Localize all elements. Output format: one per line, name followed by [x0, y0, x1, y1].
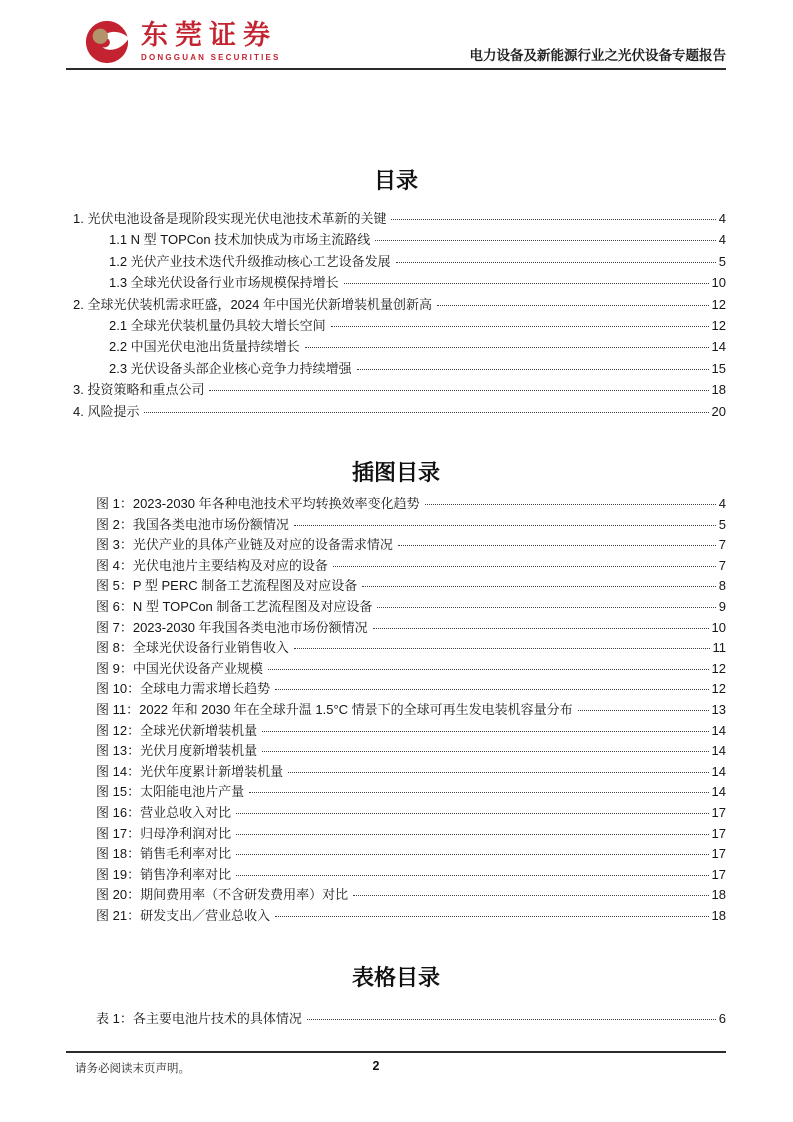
- figure-entry-page: 7: [718, 557, 726, 573]
- dot-leader: [262, 731, 708, 732]
- figure-entry-page: 18: [711, 887, 726, 903]
- figure-entry: [66, 803, 726, 824]
- figure-entry-label: 图 8：全球光伏设备行业销售收入: [96, 640, 289, 656]
- dot-leader: [362, 586, 716, 587]
- toc-entry-label: 2.3 光伏设备头部企业核心竞争力持续增强: [109, 360, 352, 376]
- dot-leader: [377, 607, 715, 608]
- table-entry-page: 6: [718, 1010, 726, 1026]
- dot-leader: [578, 710, 709, 711]
- toc-entry-label: 2.2 中国光伏电池出货量持续增长: [109, 339, 300, 355]
- figure-entry: [66, 638, 726, 659]
- figure-entry-page: 14: [711, 722, 726, 738]
- figure-entry-label: 图 1：2023-2030 年各种电池技术平均转换效率变化趋势: [96, 496, 420, 512]
- figure-entry: [66, 885, 726, 906]
- figure-entry-label: 图 3：光伏产业的具体产业链及对应的设备需求情况: [96, 537, 393, 553]
- toc-entry-label: 1.3 全球光伏设备行业市场规模保持增长: [109, 275, 339, 291]
- toc-entry-label: 2.1 全球光伏装机量仍具较大增长空间: [109, 318, 326, 334]
- dot-leader: [425, 504, 716, 505]
- toc-entry: [66, 208, 726, 229]
- toc-entry: [66, 294, 726, 315]
- dot-leader: [294, 525, 716, 526]
- dot-leader: [353, 895, 708, 896]
- figure-entry: [66, 659, 726, 680]
- figure-entry-label: 图 19：销售净利率对比: [96, 866, 232, 882]
- toc-entry-label: 4. 风险提示: [73, 403, 140, 419]
- figure-entry-page: 18: [711, 907, 726, 923]
- figure-entry-page: 14: [711, 784, 726, 800]
- dot-leader: [357, 369, 709, 370]
- toc-entry: [66, 379, 726, 400]
- dot-leader: [373, 628, 709, 629]
- figure-entry: [66, 844, 726, 865]
- dot-leader: [307, 1019, 716, 1020]
- dot-leader: [396, 262, 716, 263]
- figure-entry: [66, 618, 726, 639]
- figure-entry-page: 10: [711, 619, 726, 635]
- toc-entry: [66, 336, 726, 357]
- figure-entry: [66, 762, 726, 783]
- dot-leader: [437, 305, 709, 306]
- figure-entry-page: 17: [711, 825, 726, 841]
- toc-entry: [66, 315, 726, 336]
- toc-entry-page: 5: [718, 253, 726, 269]
- figure-entry-page: 17: [711, 866, 726, 882]
- figure-entry-page: 14: [711, 763, 726, 779]
- brand-name-cn: 东莞证券: [141, 20, 277, 51]
- figure-entry-label: 图 14：光伏年度累计新增装机量: [96, 763, 284, 779]
- figures-toc-title: 插图目录: [351, 460, 440, 486]
- figure-entry-page: 12: [711, 660, 726, 676]
- dot-leader: [209, 390, 708, 391]
- brand-logo: [66, 19, 281, 68]
- dot-leader: [375, 240, 716, 241]
- toc-entry-page: 15: [711, 360, 726, 376]
- figure-entry-label: 图 17：归母净利润对比: [96, 825, 232, 841]
- figure-entry-page: 5: [718, 516, 726, 532]
- toc-list: [66, 208, 726, 422]
- figure-entry: [66, 700, 726, 721]
- toc-entry-page: 20: [711, 403, 726, 419]
- brand-name-en: DONGGUAN SECURITIES: [141, 53, 281, 62]
- toc-entry: [66, 401, 726, 422]
- figure-entry: [66, 741, 726, 762]
- dot-leader: [288, 772, 708, 773]
- toc-entry-label: 2. 全球光伏装机需求旺盛，2024 年中国光伏新增装机量创新高: [73, 296, 432, 312]
- figure-entry-page: 11: [712, 640, 726, 656]
- figure-entry-page: 14: [711, 743, 726, 759]
- dot-leader: [294, 648, 710, 649]
- figure-entry-label: 图 20：期间费用率（不含研发费用率）对比: [96, 887, 349, 903]
- dot-leader: [236, 854, 708, 855]
- toc-entry: [66, 358, 726, 379]
- toc-entry: [66, 229, 726, 250]
- page-body: [66, 70, 726, 1029]
- figure-entry-page: 17: [711, 846, 726, 862]
- toc-entry-page: 12: [711, 318, 726, 334]
- table-entry-label: 表 1：各主要电池片技术的具体情况: [96, 1010, 302, 1026]
- report-title: 电力设备及新能源行业之光伏设备专题报告: [469, 48, 726, 63]
- figure-entry-label: 图 9：中国光伏设备产业规模: [96, 660, 263, 676]
- toc-entry-page: 4: [718, 211, 726, 226]
- dongguan-securities-logo-icon: [84, 19, 130, 65]
- figure-entry: [66, 865, 726, 886]
- figure-entry: [66, 515, 726, 536]
- dot-leader: [275, 916, 708, 917]
- footer-page-number: 2: [372, 1059, 380, 1073]
- dot-leader: [236, 813, 708, 814]
- figure-entry: [66, 824, 726, 845]
- figure-entry: [66, 576, 726, 597]
- figure-entry-label: 图 4：光伏电池片主要结构及对应的设备: [96, 557, 328, 573]
- figure-entry: [66, 494, 726, 515]
- page-footer: [66, 1051, 726, 1077]
- dot-leader: [262, 751, 708, 752]
- toc-entry-label: 1. 光伏电池设备是现阶段实现光伏电池技术革新的关键: [73, 211, 387, 226]
- toc-entry: [66, 251, 726, 272]
- tables-list: [66, 1009, 726, 1030]
- figure-entry-label: 图 2：我国各类电池市场份额情况: [96, 516, 289, 532]
- toc-entry: [66, 272, 726, 293]
- figure-entry-label: 图 21：研发支出／营业总收入: [96, 907, 271, 923]
- dot-leader: [275, 689, 708, 690]
- dot-leader: [236, 834, 708, 835]
- toc-entry-page: 18: [711, 382, 726, 398]
- dot-leader: [268, 669, 709, 670]
- figure-entry-page: 4: [718, 496, 726, 512]
- dot-leader: [333, 566, 716, 567]
- figure-entry-page: 12: [711, 681, 726, 697]
- dot-leader: [305, 347, 709, 348]
- figure-entry: [66, 535, 726, 556]
- tables-toc-title: 表格目录: [351, 964, 440, 990]
- dot-leader: [249, 792, 708, 793]
- figure-entry-label: 图 10：全球电力需求增长趋势: [96, 681, 271, 697]
- figure-entry-label: 图 13：光伏月度新增装机量: [96, 743, 258, 759]
- footer-disclaimer: 请务必阅读末页声明。: [75, 1063, 190, 1075]
- dot-leader: [391, 219, 715, 220]
- figure-entry-label: 图 6：N 型 TOPCon 制备工艺流程图及对应设备: [96, 599, 373, 615]
- figure-entry: [66, 721, 726, 742]
- figure-entry: [66, 782, 726, 803]
- dot-leader: [344, 283, 709, 284]
- toc-entry-page: 12: [711, 296, 726, 312]
- brand-text: [141, 22, 281, 62]
- figure-entry-label: 图 15：太阳能电池片产量: [96, 784, 245, 800]
- toc-entry-label: 3. 投资策略和重点公司: [73, 382, 205, 398]
- figure-entry-page: 7: [718, 537, 726, 553]
- figure-entry-label: 图 5：P 型 PERC 制备工艺流程图及对应设备: [96, 578, 358, 594]
- figure-entry-label: 图 7：2023-2030 年我国各类电池市场份额情况: [96, 619, 368, 635]
- toc-entry-page: 14: [711, 339, 726, 355]
- figure-entry-label: 图 16：营业总收入对比: [96, 804, 232, 820]
- figure-entry-page: 13: [711, 702, 726, 717]
- figure-entry: [66, 597, 726, 618]
- figure-entry-page: 17: [711, 804, 726, 820]
- toc-entry-page: 10: [711, 275, 726, 291]
- figure-entry-label: 图 18：销售毛利率对比: [96, 846, 232, 862]
- figure-entry-page: 9: [718, 599, 726, 615]
- table-entry: [66, 1009, 726, 1030]
- dot-leader: [236, 875, 708, 876]
- dot-leader: [398, 545, 716, 546]
- figure-entry-page: 8: [718, 578, 726, 594]
- page-header: [66, 0, 726, 70]
- toc-entry-label: 1.1 N 型 TOPCon 技术加快成为市场主流路线: [109, 232, 371, 248]
- toc-entry-label: 1.2 光伏产业技术迭代升级推动核心工艺设备发展: [109, 253, 391, 269]
- dot-leader: [144, 412, 708, 413]
- figure-entry: [66, 906, 726, 927]
- figures-list: [66, 494, 726, 926]
- dot-leader: [331, 326, 709, 327]
- figure-entry: [66, 556, 726, 577]
- figure-entry: [66, 679, 726, 700]
- figure-entry-label: 图 12：全球光伏新增装机量: [96, 722, 258, 738]
- figure-entry-label: 图 11：2022 年和 2030 年在全球升温 1.5°C 情景下的全球可再生发电装机容量分布: [96, 702, 573, 717]
- toc-entry-page: 4: [718, 232, 726, 248]
- toc-title: 目录: [373, 168, 418, 193]
